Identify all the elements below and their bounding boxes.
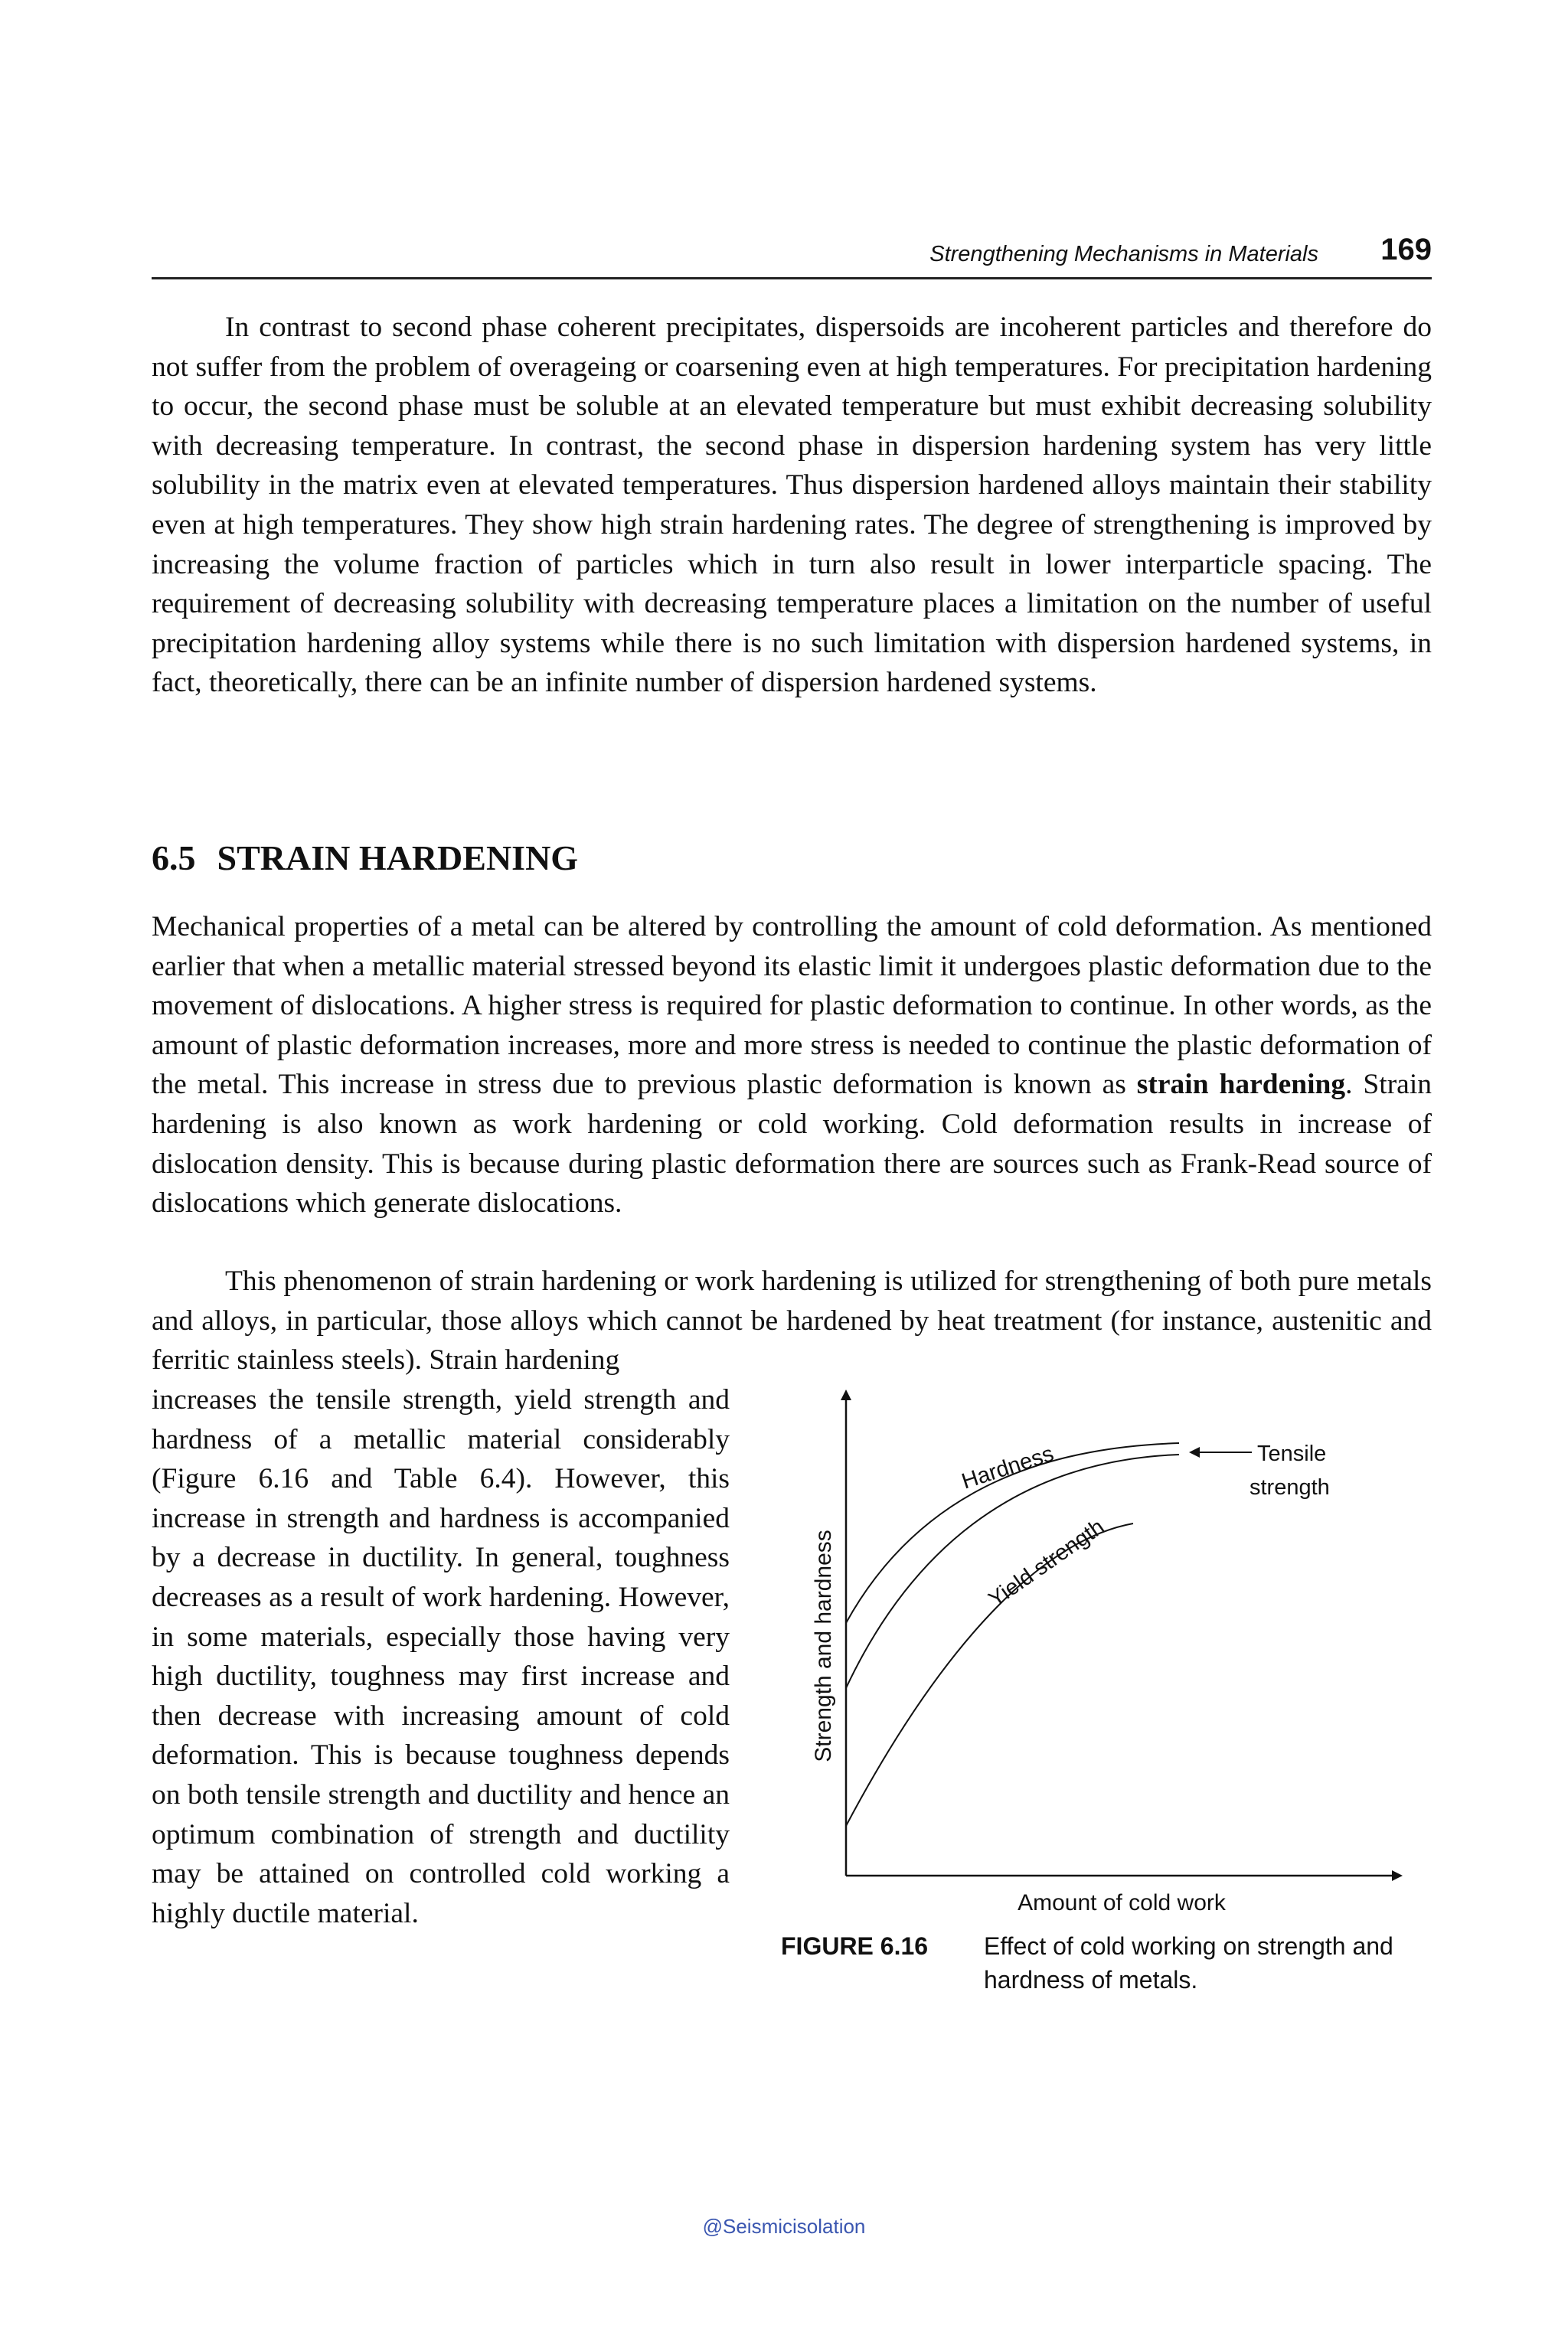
yield-strength-label: Yield strength [984, 1514, 1109, 1612]
paragraph-text-before: Mechanical properties of a metal can be altered by controlling the amount of cold deformation. As mentioned earlier that when a metallic material stressed beyond its elastic limit it undergoes plastic deformation due to the movement of dislocations. A higher stress is required for plastic deformation to continue. In other words, as the amount of plastic deformation increases, more and more stress is needed to continue the plastic deformation of the metal. This increase in stress due to previous plastic deformation is known as [152, 911, 1432, 1101]
tensile-label-line1: Tensile [1257, 1442, 1327, 1466]
paragraph-wrapped-text: increases the tensile strength, yield strength and hardness of a metallic material considerably (Figure 6.16 and Table 6.4). However, this increase in strength and hardness is accompanied by a decrease in ductility. In general, toughness decreases as a result of work hardening. However, in some materials, especially those having very high ductility, toughness may first increase and then decrease with increasing amount of cold deformation. This is because toughness depends on both tensile strength and ductility and hence an optimum combination of strength and ductility may be attained on controlled cold working a highly ductile material. [152, 1384, 730, 1929]
paragraph-text-after: . Strain hardening is also known as work hardening or cold working. Cold deformation results in increase of dislocation density. This is because during plastic deformation there are sources such as Frank-Read source of dislocations which generate dislocations. [152, 1069, 1432, 1220]
watermark: @Seismicisolation [702, 2215, 866, 2238]
figure-label: FIGURE 6.16 [781, 1932, 929, 1960]
running-title: Strengthening Mechanisms in Materials [929, 242, 1318, 266]
page-number: 169 [1380, 233, 1432, 266]
section-title: STRAIN HARDENING [217, 838, 579, 877]
x-axis-label: Amount of cold work [1018, 1890, 1226, 1915]
tensile-label-line2: strength [1250, 1475, 1330, 1500]
figure-caption-text: Effect of cold working on strength and hardness of metals. [984, 1932, 1393, 1994]
running-header [152, 230, 1432, 279]
paragraph-strain-hardening [152, 907, 1432, 1223]
tensile-strength-curve [846, 1455, 1179, 1688]
term-strain-hardening: strain hardening [1136, 1069, 1346, 1101]
section-number: 6.5 [152, 838, 196, 877]
paragraph-dispersoids: In contrast to second phase coherent precipitates, dispersoids are incoherent particles and therefore do not suffer from the problem of overageing or coarsening even at high temperatures. For precipitation hardening to occur, the second phase must be soluble at an elevated temperature but must exhibit decreasing solubility with decreasing temperature. In contrast, the second phase in dispersion hardening system has very little solubility in the matrix even at elevated temperatures. Thus dispersion hardened alloys maintain their stability even at high temperatures. They show high strain hardening rates. The degree of strengthening is improved by increasing the volume fraction of particles which in turn also result in lower interparticle spacing. The requirement of decreasing solubility with decreasing temperature places a limitation on the number of useful precipitation hardening alloy systems while there is no such limitation with dispersion hardened systems, in fact, theoretically, there can be an infinite number of dispersion hardened systems. [152, 312, 1432, 699]
y-axis-label: Strength and hardness [811, 1530, 836, 1762]
hardness-label: Hardness [959, 1441, 1057, 1494]
section-heading [152, 838, 578, 878]
paragraph-phenomenon: This phenomenon of strain hardening or work hardening is utilized for strengthening of both pure metals and alloys, in particular, those alloys which cannot be hardened by heat treatment (for instance, austenitic and ferritic stainless steels). Strain hardening [152, 1265, 1432, 1377]
yield-strength-curve [846, 1523, 1133, 1826]
